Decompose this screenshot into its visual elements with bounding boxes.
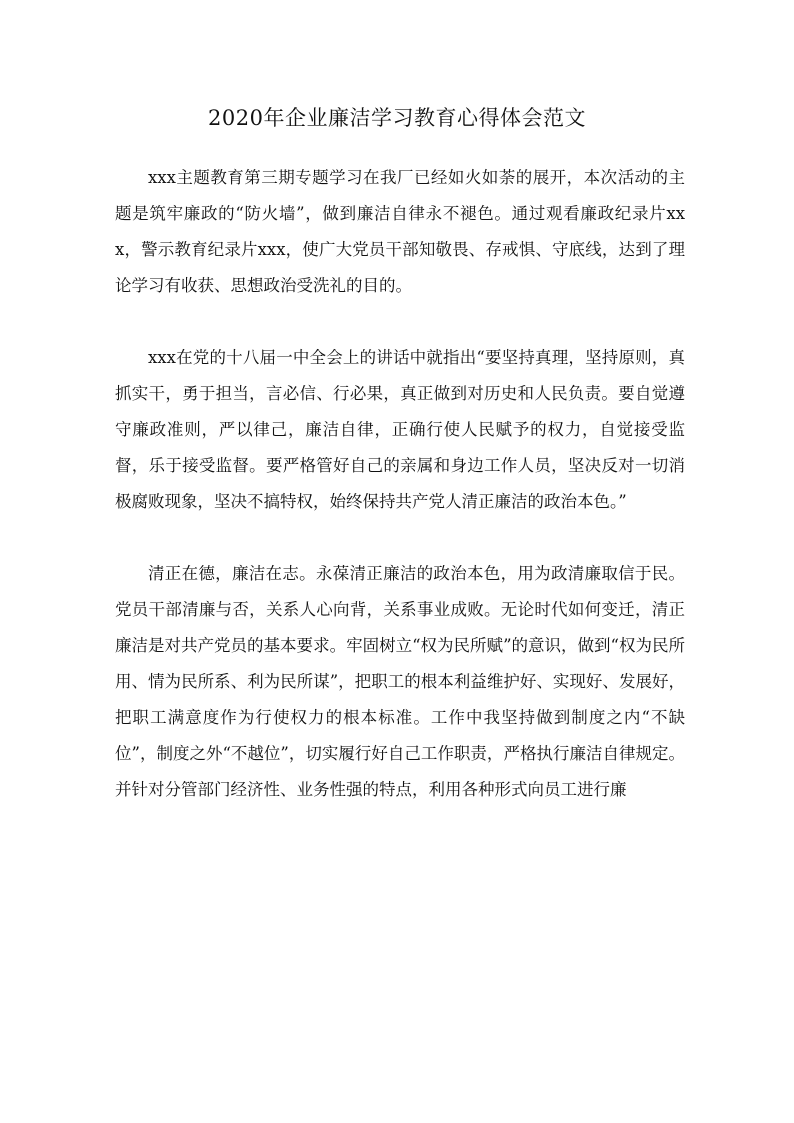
paragraph-gap (115, 304, 685, 340)
paragraph-3: 清正在德，廉洁在志。永葆清正廉洁的政治本色，用为政清廉取信于民。党员干部清廉与否，关系人心向背，关系事业成败。无论时代如何变迁，清正廉洁是对共产党员的基本要求。牢固树立“权为民所赋”的意识，做到“权为民所用、情为民所系、利为民所谋”，把职工的根本利益维护好、实现好、发展好，把职工满意度作为行使权力的根本标准。工作中我坚持做到制度之内“不缺位”，制度之外“不越位”，切实履行好自己工作职责，严格执行廉洁自律规定。并针对分管部门经济性、业务性强的特点，利用各种形式向员工进行廉 (115, 564, 685, 799)
paragraph-2: xxx在党的十八届一中全会上的讲话中就指出“要坚持真理，坚持原则，真抓实干，勇于担当，言必信、行必果，真正做到对历史和人民负责。要自觉遵守廉政准则，严以律己，廉洁自律，正确行使人民赋予的权力，自觉接受监督，乐于接受监督。要严格管好自己的亲属和身边工作人员，坚决反对一切消极腐败现象，坚决不搞特权，始终保持共产党人清正廉洁的政治本色。” (115, 348, 685, 511)
document-body (115, 160, 685, 808)
document-title: 2020年企业廉洁学习教育心得体会范文 (208, 106, 586, 130)
paragraph-gap (115, 520, 685, 556)
paragraph-1: xxx主题教育第三期专题学习在我厂已经如火如荼的展开，本次活动的主题是筑牢廉政的“防火墙”，做到廉洁自律永不褪色。通过观看廉政纪录片xxx，警示教育纪录片xxx，使广大党员干部知敬畏、存戒惧、守底线，达到了理论学习有收获、思想政治受洗礼的目的。 (115, 168, 685, 295)
